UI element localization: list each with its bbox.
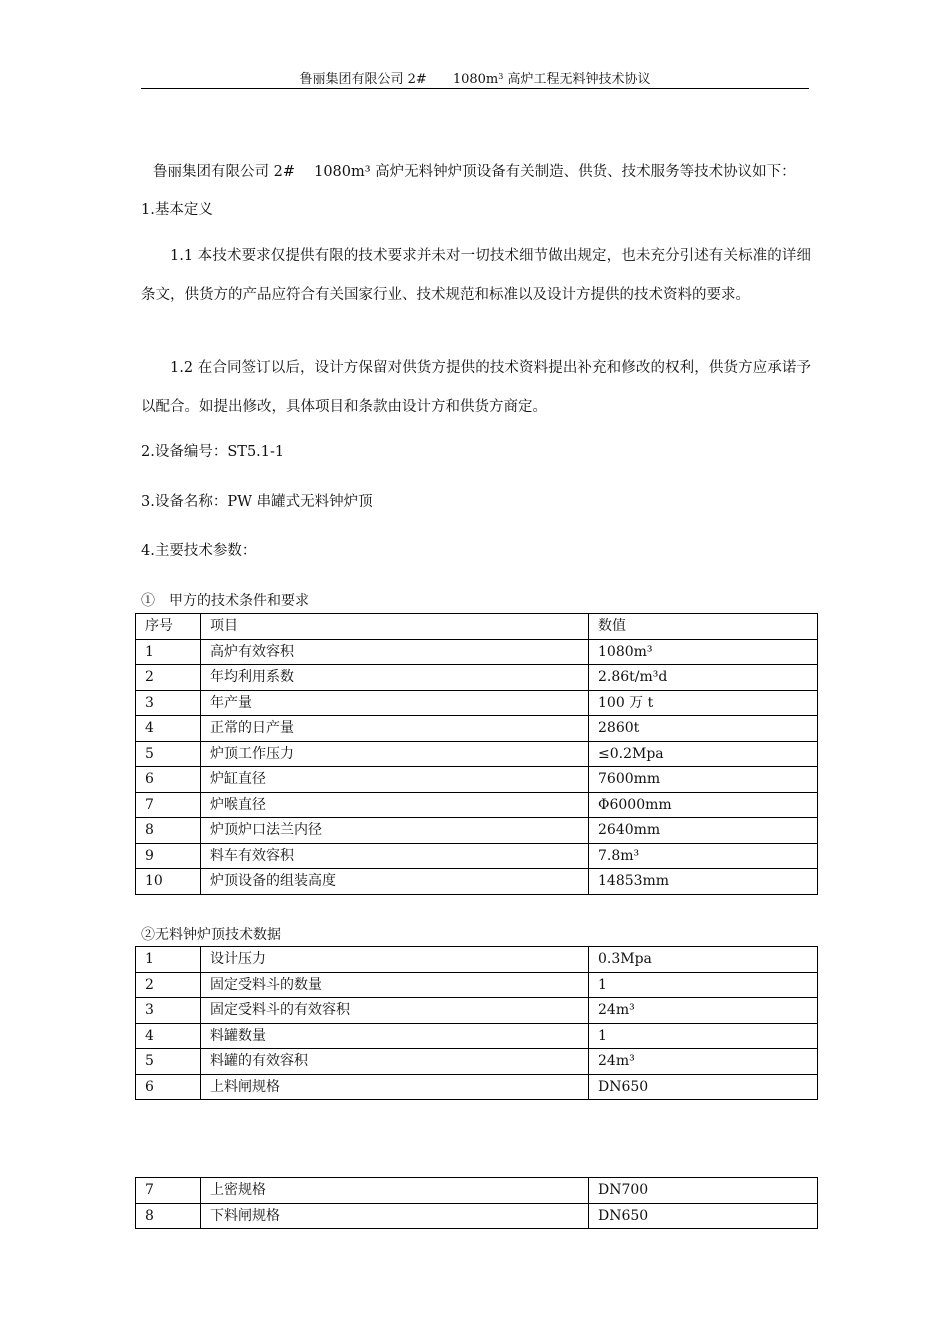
- cell-value: Φ6000mm: [589, 792, 818, 818]
- cell-index: 2: [136, 665, 201, 691]
- table-row: [136, 1178, 818, 1204]
- cell-item: 年产量: [201, 690, 589, 716]
- cell-index: 1: [136, 639, 201, 665]
- cell-value: DN650: [589, 1203, 818, 1229]
- cell-index: 8: [136, 1203, 201, 1229]
- bell-less-top-data-table: [135, 946, 818, 1100]
- table-row: [136, 1023, 818, 1049]
- intro-paragraph: 鲁丽集团有限公司 2# 1080m³ 高炉无料钟炉顶设备有关制造、供货、技术服务等技术协议如下：: [153, 164, 796, 180]
- equipment-number: 2.设备编号：ST5.1-1: [141, 444, 285, 460]
- cell-item: 上密规格: [201, 1178, 589, 1204]
- table-row: [136, 690, 818, 716]
- cell-item: 料车有效容积: [201, 843, 589, 869]
- cell-value: 1: [589, 972, 818, 998]
- cell-item: 正常的日产量: [201, 716, 589, 742]
- cell-item: 固定受料斗的数量: [201, 972, 589, 998]
- cell-item: 年均利用系数: [201, 665, 589, 691]
- table-row: [136, 1074, 818, 1100]
- page-header: [141, 66, 809, 89]
- table-row: [136, 869, 818, 895]
- cell-value: 7600mm: [589, 767, 818, 793]
- table-row: [136, 1049, 818, 1075]
- cell-index: 5: [136, 741, 201, 767]
- table-row: [136, 639, 818, 665]
- header-cell-item: 项目: [201, 614, 589, 640]
- main-parameters-title: 4.主要技术参数：: [141, 543, 257, 559]
- cell-item: 炉顶炉口法兰内径: [201, 818, 589, 844]
- requirements-table: [135, 613, 818, 895]
- table-row: [136, 665, 818, 691]
- table-row: [136, 818, 818, 844]
- cell-index: 7: [136, 1178, 201, 1204]
- table-header-row: [136, 614, 818, 640]
- cell-value: 0.3Mpa: [589, 947, 818, 973]
- equipment-name: 3.设备名称：PW 串罐式无料钟炉顶: [141, 494, 373, 510]
- table-row: [136, 843, 818, 869]
- header-project-sup: 3: [498, 72, 504, 81]
- cell-value: 2640mm: [589, 818, 818, 844]
- cell-index: 4: [136, 1023, 201, 1049]
- table-1-caption: ① 甲方的技术条件和要求: [141, 593, 309, 609]
- cell-index: 8: [136, 818, 201, 844]
- cell-item: 设计压力: [201, 947, 589, 973]
- cell-value: 7.8m³: [589, 843, 818, 869]
- cell-item: 上料闸规格: [201, 1074, 589, 1100]
- cell-value: 24m³: [589, 998, 818, 1024]
- cell-index: 6: [136, 767, 201, 793]
- cell-index: 7: [136, 792, 201, 818]
- cell-value: 24m³: [589, 1049, 818, 1075]
- cell-index: 3: [136, 690, 201, 716]
- cell-value: 14853mm: [589, 869, 818, 895]
- cell-item: 高炉有效容积: [201, 639, 589, 665]
- cell-value: DN700: [589, 1178, 818, 1204]
- cell-value: DN650: [589, 1074, 818, 1100]
- table-row: [136, 767, 818, 793]
- table-row: [136, 972, 818, 998]
- cell-index: 1: [136, 947, 201, 973]
- cell-index: 3: [136, 998, 201, 1024]
- cell-value: 100 万 t: [589, 690, 818, 716]
- cell-item: 下料闸规格: [201, 1203, 589, 1229]
- table-row: [136, 947, 818, 973]
- cell-index: 4: [136, 716, 201, 742]
- section-1-2-paragraph: 1.2 在合同签订以后，设计方保留对供货方提供的技术资料提出补充和修改的权利，供货方应承诺予以配合。如提出修改，具体项目和条款由设计方和供货方商定。: [141, 360, 811, 415]
- table-row: [136, 1203, 818, 1229]
- cell-value: 1: [589, 1023, 818, 1049]
- cell-item: 炉顶设备的组装高度: [201, 869, 589, 895]
- header-company: 鲁丽集团有限公司 2#: [299, 72, 427, 87]
- cell-index: 2: [136, 972, 201, 998]
- cell-value: 2860t: [589, 716, 818, 742]
- cell-item: 固定受料斗的有效容积: [201, 998, 589, 1024]
- cell-value: 2.86t/m³d: [589, 665, 818, 691]
- header-project-pre: 1080m: [452, 72, 499, 87]
- table-row: [136, 741, 818, 767]
- table-row: [136, 792, 818, 818]
- section-1-title: 1.基本定义: [141, 202, 213, 218]
- cell-value: 1080m³: [589, 639, 818, 665]
- table-row: [136, 716, 818, 742]
- cell-index: 10: [136, 869, 201, 895]
- bell-less-top-data-table-continued: [135, 1177, 818, 1229]
- table-row: [136, 998, 818, 1024]
- cell-item: 炉缸直径: [201, 767, 589, 793]
- cell-index: 6: [136, 1074, 201, 1100]
- cell-item: 炉顶工作压力: [201, 741, 589, 767]
- header-cell-value: 数值: [589, 614, 818, 640]
- table-2-caption: ②无料钟炉顶技术数据: [141, 927, 281, 943]
- cell-item: 料罐数量: [201, 1023, 589, 1049]
- cell-value: ≤0.2Mpa: [589, 741, 818, 767]
- header-project-post: 高炉工程无料钟技术协议: [503, 72, 651, 87]
- cell-item: 炉喉直径: [201, 792, 589, 818]
- cell-index: 9: [136, 843, 201, 869]
- header-cell-index: 序号: [136, 614, 201, 640]
- cell-item: 料罐的有效容积: [201, 1049, 589, 1075]
- section-1-1-paragraph: 1.1 本技术要求仅提供有限的技术要求并未对一切技术细节做出规定，也未充分引述有关标准的详细条文，供货方的产品应符合有关国家行业、技术规范和标准以及设计方提供的技术资料的要求。: [141, 248, 811, 303]
- cell-index: 5: [136, 1049, 201, 1075]
